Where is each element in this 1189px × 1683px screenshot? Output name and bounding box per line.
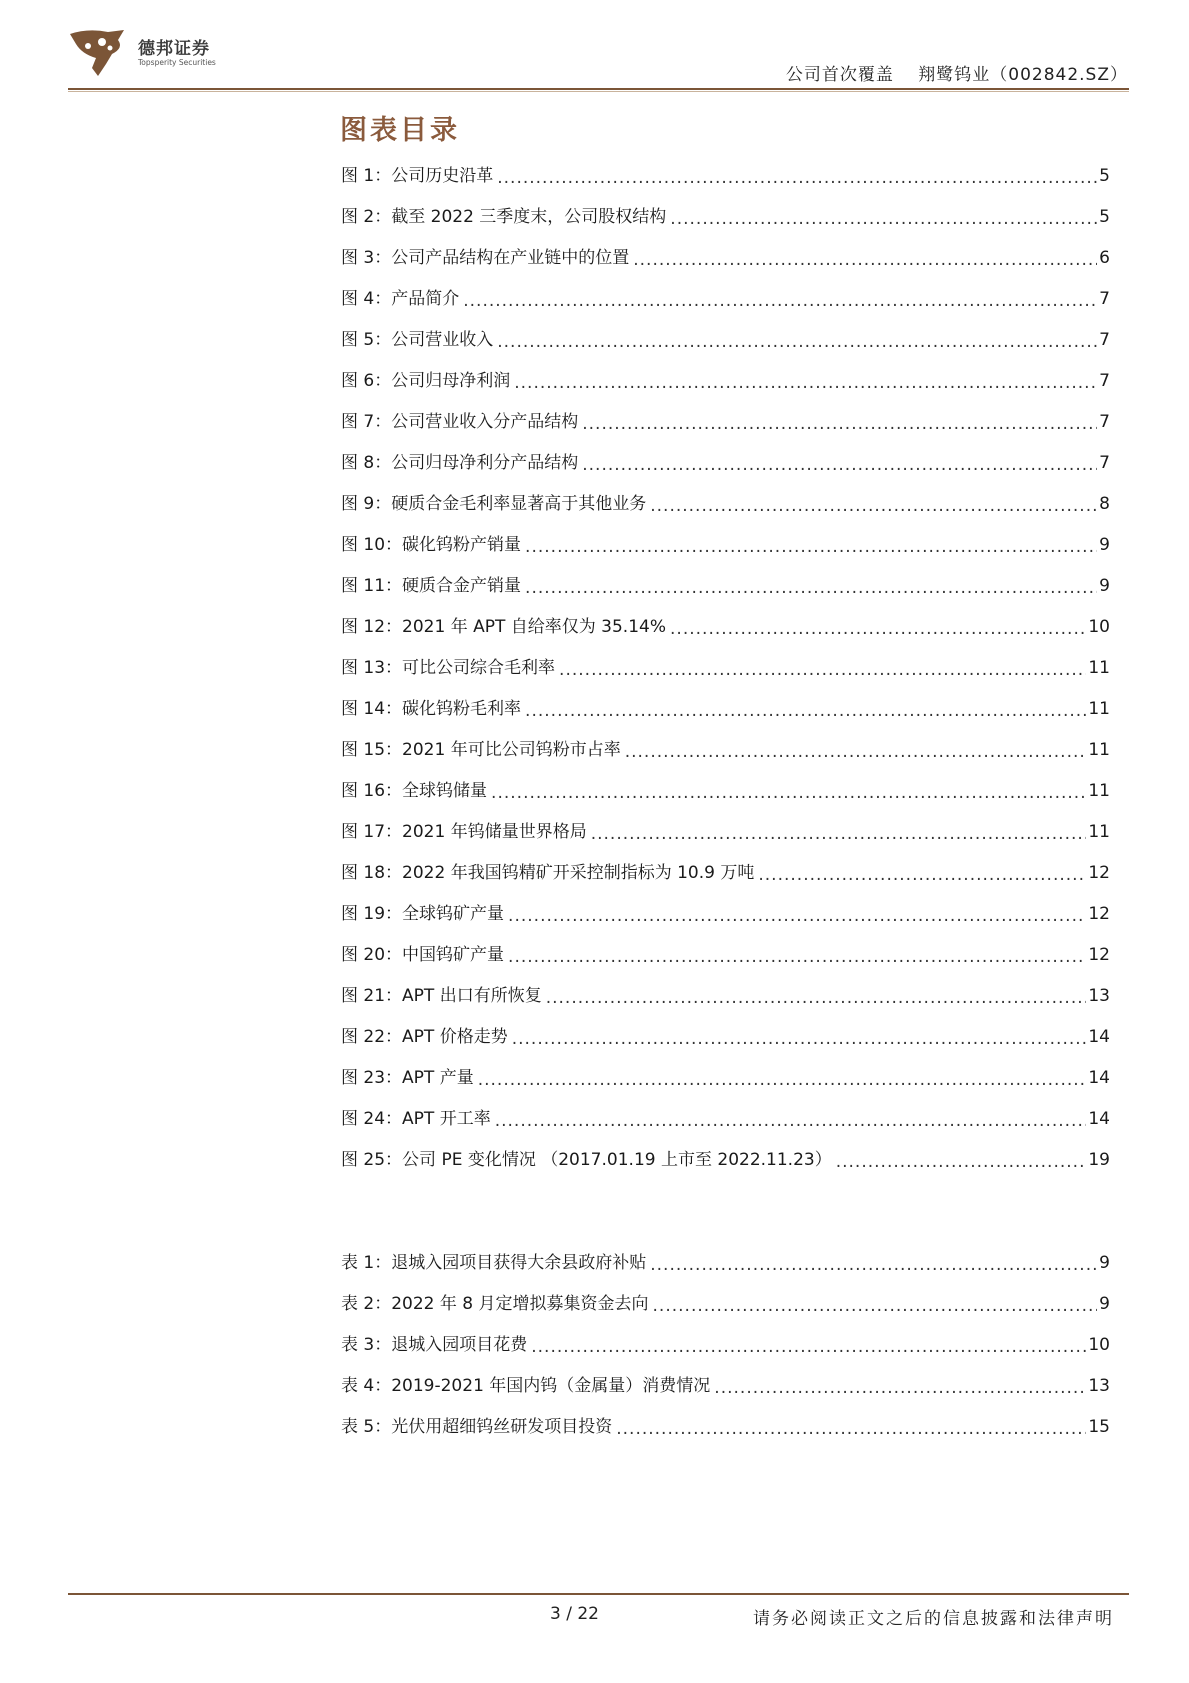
report-header [786,60,1128,85]
toc-label: 图 25：公司 PE 变化情况 （2017.01.19 上市至 2022.11.23） [341,1150,832,1170]
toc-entry[interactable] [341,1107,1110,1131]
toc-entry[interactable] [341,820,1110,844]
page-title: 图表目录 [340,115,460,146]
toc-leader [478,1070,1087,1090]
toc-leader [463,291,1097,311]
toc-label: 表 3：退城入园项目花费 [341,1335,528,1355]
toc-entry[interactable] [341,1066,1110,1090]
toc-leader [670,209,1097,229]
toc-leader [582,455,1097,475]
toc-entry[interactable] [341,205,1110,229]
toc-page: 7 [1099,330,1110,350]
toc-label: 表 5：光伏用超细钨丝研发项目投资 [341,1417,613,1437]
toc-page: 7 [1099,289,1110,309]
toc-label: 图 23：APT 产量 [341,1068,474,1088]
toc-leader [650,1255,1097,1275]
toc-label: 图 3：公司产品结构在产业链中的位置 [341,248,630,268]
toc-label: 图 14：碳化钨粉毛利率 [341,699,522,719]
toc-entry[interactable] [341,738,1110,762]
toc-page: 11 [1088,822,1110,842]
toc-page: 14 [1088,1109,1110,1129]
toc-label: 图 6：公司归母净利润 [341,371,511,391]
toc-leader [714,1378,1086,1398]
toc-leader [514,373,1097,393]
toc-entry[interactable] [341,246,1110,270]
toc-page: 6 [1099,248,1110,268]
toc-page: 13 [1088,986,1110,1006]
toc-entry[interactable] [341,615,1110,639]
toc-label: 表 4：2019-2021 年国内钨（金属量）消费情况 [341,1376,711,1396]
toc-entry[interactable] [341,779,1110,803]
toc-leader [758,865,1086,885]
toc-leader [508,906,1086,926]
toc-label: 图 7：公司营业收入分产品结构 [341,412,579,432]
company-name: 翔鹭钨业（002842.SZ） [918,65,1128,85]
toc-entry[interactable] [341,1025,1110,1049]
toc-leader [650,496,1097,516]
toc-entry[interactable] [341,1374,1110,1398]
toc-page: 9 [1099,535,1110,555]
toc-label: 图 19：全球钨矿产量 [341,904,505,924]
toc-label: 图 11：硬质合金产销量 [341,576,522,596]
toc-label: 图 18：2022 年我国钨精矿开采控制指标为 10.9 万吨 [341,863,755,883]
toc-leader [653,1296,1098,1316]
footer-divider [68,1593,1129,1595]
toc-page: 19 [1088,1150,1110,1170]
toc-entry[interactable] [341,697,1110,721]
page-number: 3 / 22 [550,1604,599,1624]
toc-entry[interactable] [341,1333,1110,1357]
toc-entry[interactable] [341,164,1110,188]
toc-entry[interactable] [341,1148,1110,1172]
toc-page: 7 [1099,412,1110,432]
toc-leader [582,414,1097,434]
toc-page: 9 [1099,576,1110,596]
toc-leader [670,619,1086,639]
report-type: 公司首次覆盖 [785,65,894,85]
toc-entry[interactable] [341,1251,1110,1275]
toc-label: 图 10：碳化钨粉产销量 [341,535,522,555]
toc-entry[interactable] [341,451,1110,475]
toc-entry[interactable] [341,984,1110,1008]
toc-label: 图 13：可比公司综合毛利率 [341,658,556,678]
toc-page: 5 [1099,207,1110,227]
toc-label: 表 1：退城入园项目获得大余县政府补贴 [341,1253,647,1273]
toc-leader [495,1111,1087,1131]
toc-leader [625,742,1087,762]
toc-page: 12 [1088,945,1110,965]
toc-entry[interactable] [341,574,1110,598]
toc-entry[interactable] [341,287,1110,311]
toc-leader [546,988,1087,1008]
company-logo [68,28,218,80]
toc-entry[interactable] [341,492,1110,516]
toc-page: 13 [1088,1376,1110,1396]
toc-page: 12 [1088,904,1110,924]
toc-page: 9 [1099,1294,1110,1314]
toc-page: 14 [1088,1027,1110,1047]
header-divider [68,88,1129,90]
toc-entry[interactable] [341,861,1110,885]
toc-page: 10 [1088,1335,1110,1355]
toc-page: 5 [1099,166,1110,186]
toc-entry[interactable] [341,943,1110,967]
brand-name-cn: 德邦证券 [138,39,210,59]
toc-page: 11 [1088,740,1110,760]
toc-leader [836,1152,1087,1172]
toc-leader [633,250,1097,270]
toc-page: 8 [1099,494,1110,514]
brand-name-en: Topsperity Securities [138,58,216,67]
toc-page: 11 [1088,781,1110,801]
toc-entry[interactable] [341,1415,1110,1439]
toc-label: 图 4：产品简介 [341,289,460,309]
toc-leader [591,824,1087,844]
toc-leader [497,332,1097,352]
toc-leader [531,1337,1086,1357]
toc-entry[interactable] [341,656,1110,680]
toc-leader [616,1419,1086,1439]
toc-page: 14 [1088,1068,1110,1088]
toc-label: 图 8：公司归母净利分产品结构 [341,453,579,473]
toc-leader [559,660,1086,680]
toc-leader [525,537,1097,557]
toc-label: 图 22：APT 价格走势 [341,1027,508,1047]
toc-label: 表 2：2022 年 8 月定增拟募集资金去向 [341,1294,649,1314]
toc-entry[interactable] [341,533,1110,557]
toc-entry[interactable] [341,1292,1110,1316]
legal-disclaimer: 请务必阅读正文之后的信息披露和法律声明 [753,1609,1114,1629]
toc-label: 图 5：公司营业收入 [341,330,494,350]
toc-page: 11 [1088,658,1110,678]
toc-page: 10 [1088,617,1110,637]
toc-leader [491,783,1086,803]
toc-entry[interactable] [341,410,1110,434]
toc-label: 图 24：APT 开工率 [341,1109,491,1129]
toc-page: 7 [1099,453,1110,473]
toc-label: 图 16：全球钨储量 [341,781,488,801]
toc-label: 图 20：中国钨矿产量 [341,945,505,965]
toc-label: 图 1：公司历史沿革 [341,166,494,186]
logo-icon [68,28,130,78]
toc-leader [508,947,1086,967]
toc-label: 图 21：APT 出口有所恢复 [341,986,542,1006]
toc-page: 9 [1099,1253,1110,1273]
toc-label: 图 12：2021 年 APT 自给率仅为 35.14% [341,617,667,637]
toc-entry[interactable] [341,369,1110,393]
toc-leader [497,168,1097,188]
toc-leader [525,701,1086,721]
toc-label: 图 15：2021 年可比公司钨粉市占率 [341,740,621,760]
toc-entry[interactable] [341,328,1110,352]
toc-page: 7 [1099,371,1110,391]
header-divider-thin [68,91,1129,92]
toc-page: 15 [1088,1417,1110,1437]
toc-entry[interactable] [341,902,1110,926]
toc-page: 11 [1088,699,1110,719]
toc-leader [512,1029,1087,1049]
toc-page: 12 [1088,863,1110,883]
toc-leader [525,578,1097,598]
toc-label: 图 9：硬质合金毛利率显著高于其他业务 [341,494,647,514]
toc-label: 图 2：截至 2022 三季度末，公司股权结构 [341,207,667,227]
toc-label: 图 17：2021 年钨储量世界格局 [341,822,587,842]
